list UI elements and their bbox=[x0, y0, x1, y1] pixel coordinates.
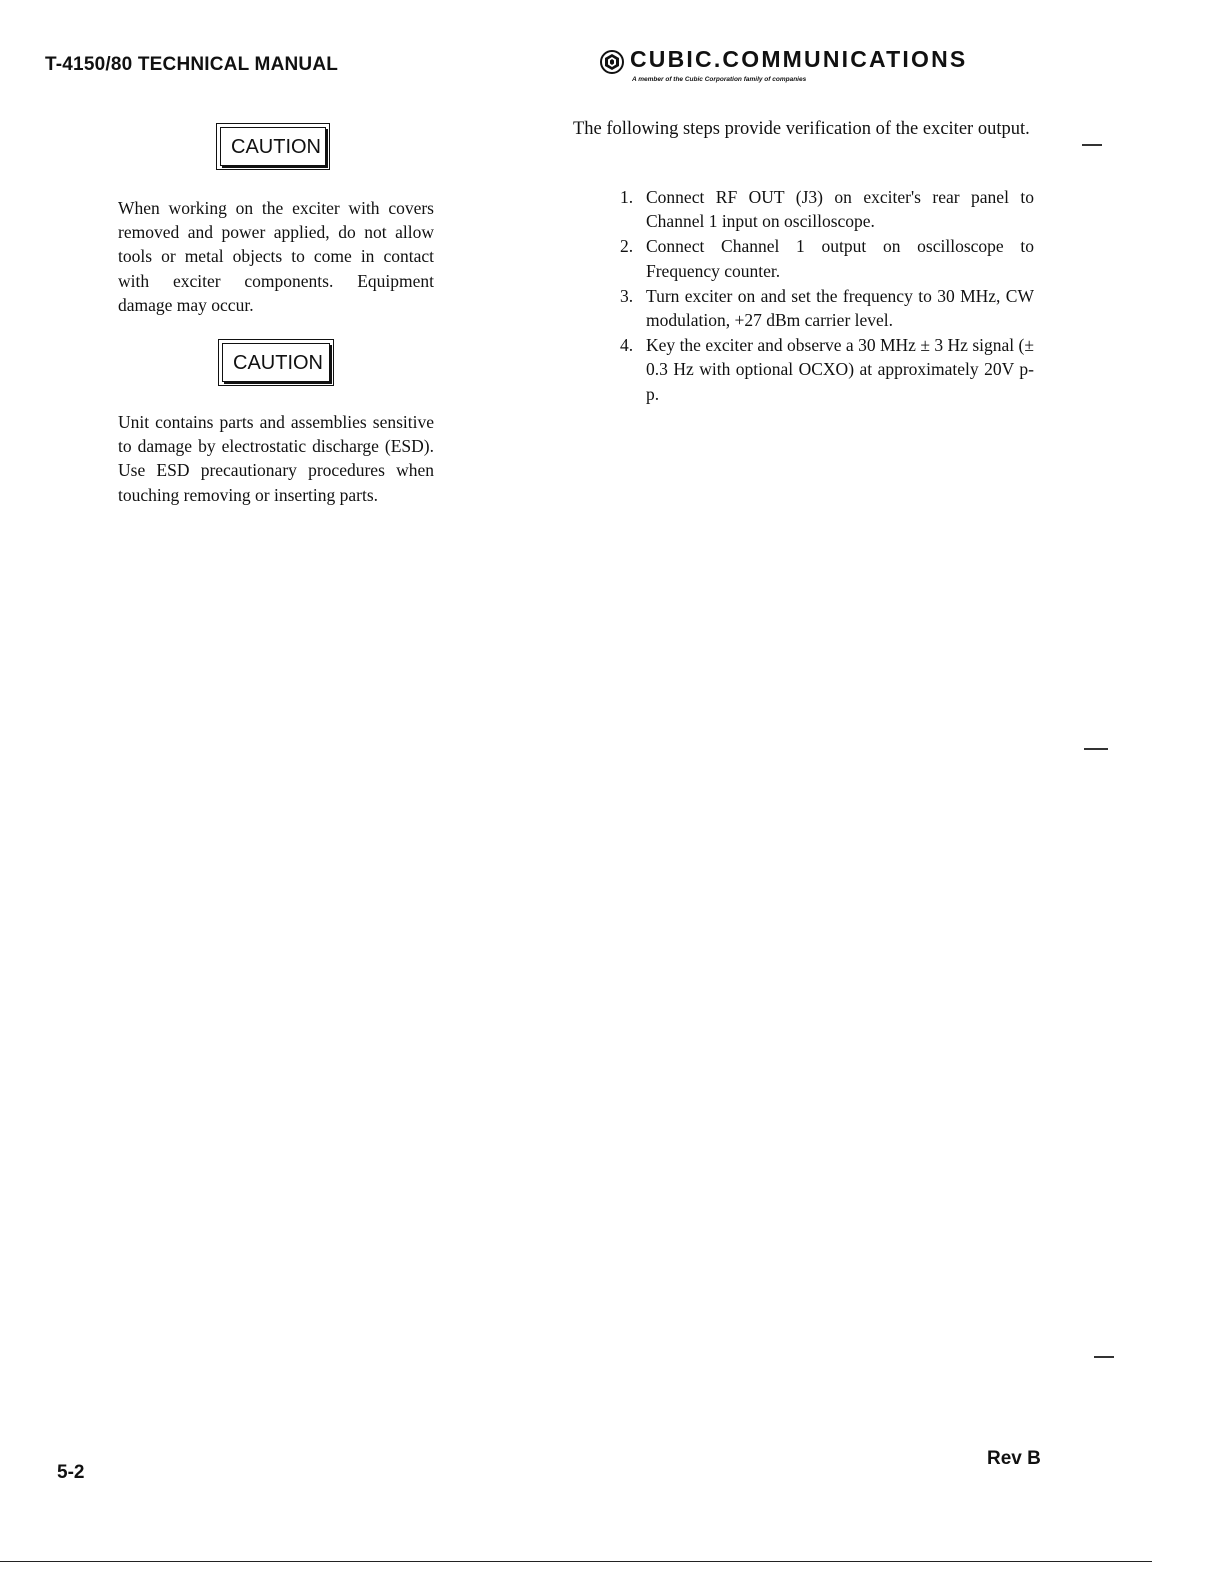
scan-mark bbox=[1082, 144, 1102, 146]
caution-text: When working on the exciter with covers removed and power applied, do not allow tools or metal objects to come in contact with exciter components. Equipment damage may occur. bbox=[118, 198, 434, 315]
logo-tagline: A member of the Cubic Corporation family of companies bbox=[632, 76, 807, 83]
procedure-step bbox=[620, 234, 1034, 282]
caution-label-box bbox=[218, 339, 334, 386]
revision-label: Rev B bbox=[987, 1448, 1041, 1469]
logo-wordmark: CUBIC.COMMUNICATIONS bbox=[630, 46, 968, 72]
step-text: Key the exciter and observe a 30 MHz ± 3 Hz signal (± 0.3 Hz with optional OCXO) at approximately 20V p-p. bbox=[646, 335, 1034, 404]
step-number: 2. bbox=[620, 236, 634, 257]
intro-paragraph: The following steps provide verification of the exciter output. bbox=[573, 119, 1030, 139]
caution-text: Unit contains parts and assemblies sensitive to damage by electrostatic discharge (ESD). Use ESD precautionary procedures when touching removing or inserting parts. bbox=[118, 412, 434, 505]
procedure-step bbox=[620, 333, 1034, 406]
scan-mark bbox=[1094, 1356, 1114, 1358]
caution-label: CAUTION bbox=[220, 127, 326, 166]
procedure-steps bbox=[620, 185, 1034, 407]
scan-mark bbox=[1084, 748, 1108, 750]
caution-label-box bbox=[216, 123, 330, 170]
procedure-step bbox=[620, 185, 1034, 233]
caution-label: CAUTION bbox=[222, 343, 330, 382]
company-logo bbox=[600, 46, 1040, 90]
step-number: 1. bbox=[620, 187, 634, 207]
step-number: 3. bbox=[620, 285, 634, 306]
step-text: Connect Channel 1 output on oscilloscope to Frequency counter. bbox=[646, 236, 1034, 281]
page-number: 5-2 bbox=[57, 1462, 85, 1483]
step-text: Turn exciter on and set the frequency to 30 MHz, CW modulation, +27 dBm carrier level. bbox=[646, 285, 1034, 331]
step-text: Connect RF OUT (J3) on exciter's rear panel to Channel 1 input on oscilloscope. bbox=[646, 187, 1034, 232]
step-number: 4. bbox=[620, 335, 634, 356]
manual-title: T-4150/80 TECHNICAL MANUAL bbox=[45, 54, 339, 75]
cubic-logo-icon bbox=[600, 50, 624, 74]
bottom-rule bbox=[0, 1561, 1152, 1562]
procedure-step bbox=[620, 284, 1034, 332]
